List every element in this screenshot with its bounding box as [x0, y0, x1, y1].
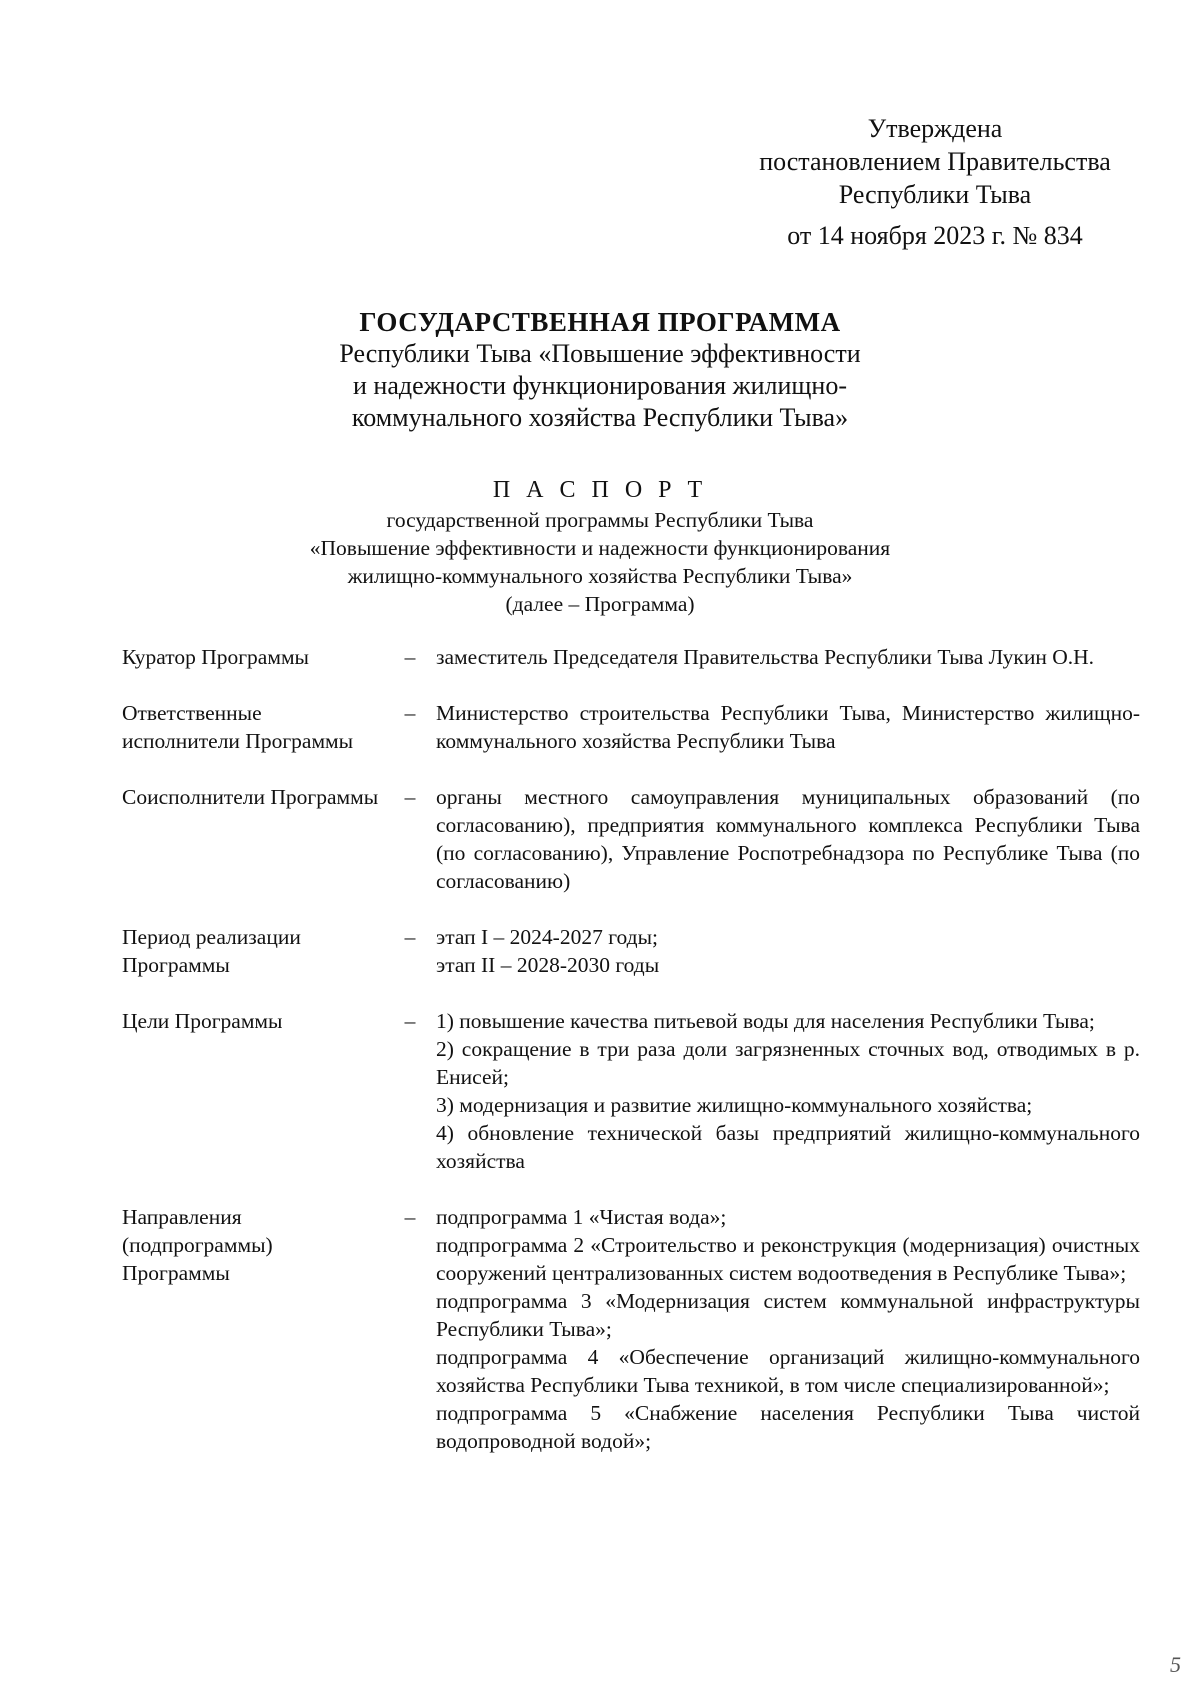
program-title-main: ГОСУДАРСТВЕННАЯ ПРОГРАММА: [359, 307, 841, 337]
passport-row-curator: [122, 643, 1140, 671]
row-value: [436, 643, 1140, 671]
row-value-item: 4) обновление технической базы предприятий жилищно-коммунального хозяйства: [436, 1121, 1140, 1173]
passport-heading-block: [230, 476, 970, 618]
approval-line-3: Республики Тыва: [838, 180, 1032, 209]
row-label: Куратор Программы: [122, 645, 309, 669]
row-value-item: органы местного самоуправления муниципальных образований (по согласованию), предприятия коммунального комплекса Республики Тыва (по согласованию), Управление Роспотребнадзора по Республике Тыва (по согласованию): [436, 785, 1140, 893]
row-value-item: Министерство строительства Республики Тыва, Министерство жилищно-коммунального хозяйства Республики Тыва: [436, 701, 1140, 753]
row-dash: –: [404, 1205, 416, 1229]
program-title-line-1: Республики Тыва «Повышение эффективности: [339, 339, 861, 368]
passport-row-co-executors: [122, 783, 1140, 895]
row-label: Ответственные исполнители Программы: [122, 701, 354, 753]
approval-line-2: постановлением Правительства: [759, 147, 1111, 176]
passport-table: [122, 643, 1140, 1483]
row-label: Период реализации Программы: [122, 925, 301, 977]
row-value: [436, 699, 1140, 755]
row-value-item: подпрограмма 1 «Чистая вода»;: [436, 1205, 727, 1229]
row-value-item: заместитель Председателя Правительства Республики Тыва Лукин О.Н.: [436, 645, 1095, 669]
row-value-item: этап I – 2024-2027 годы;: [436, 925, 658, 949]
row-label: Соисполнители Программы: [122, 785, 379, 809]
row-value-item: 2) сокращение в три раза доли загрязненных сточных вод, отводимых в р. Енисей;: [436, 1037, 1140, 1089]
passport-row-subprograms: [122, 1203, 1140, 1455]
row-dash: –: [404, 645, 416, 669]
program-title: [230, 306, 970, 434]
passport-heading: П А С П О Р Т: [492, 477, 708, 503]
row-value-item: этап II – 2028-2030 годы: [436, 953, 660, 977]
row-label: Цели Программы: [122, 1009, 283, 1033]
page-mark: 5: [1170, 1652, 1181, 1677]
program-title-line-3: коммунального хозяйства Республики Тыва»: [351, 403, 849, 432]
passport-row-executors: [122, 699, 1140, 755]
row-label: Направления (подпрограммы) Программы: [122, 1205, 273, 1285]
row-value: [436, 783, 1140, 895]
passport-line-4: (далее – Программа): [505, 592, 695, 616]
row-dash: –: [404, 701, 416, 725]
row-value-item: подпрограмма 2 «Строительство и реконструкция (модернизация) очистных сооружений централизованных систем водоотведения в Республике Тыва»;: [436, 1233, 1140, 1285]
row-dash: –: [404, 785, 416, 809]
row-value: [436, 1007, 1140, 1175]
row-value-item: подпрограмма 5 «Снабжение населения Республики Тыва чистой водопроводной водой»;: [436, 1401, 1140, 1453]
row-value: [436, 1203, 1140, 1455]
row-value-item: подпрограмма 4 «Обеспечение организаций жилищно-коммунального хозяйства Республики Тыва техникой, в том числе специализированной»;: [436, 1345, 1140, 1397]
passport-row-period: [122, 923, 1140, 979]
passport-line-1: государственной программы Республики Тыва: [386, 508, 814, 532]
approval-line-1: Утверждена: [867, 114, 1003, 143]
approval-stamp: [700, 112, 1170, 252]
row-dash: –: [404, 925, 416, 949]
row-value-item: 1) повышение качества питьевой воды для населения Республики Тыва;: [436, 1009, 1095, 1033]
passport-line-2: «Повышение эффективности и надежности функционирования: [309, 536, 891, 560]
row-value: [436, 923, 1140, 979]
row-value-item: 3) модернизация и развитие жилищно-коммунального хозяйства;: [436, 1093, 1033, 1117]
row-dash: –: [404, 1009, 416, 1033]
approval-date: от 14 ноября 2023 г. № 834: [787, 221, 1083, 250]
passport-row-goals: [122, 1007, 1140, 1175]
passport-line-3: жилищно-коммунального хозяйства Республики Тыва»: [347, 564, 853, 588]
row-value-item: подпрограмма 3 «Модернизация систем коммунальной инфраструктуры Республики Тыва»;: [436, 1289, 1140, 1341]
program-title-line-2: и надежности функционирования жилищно-: [353, 371, 847, 400]
